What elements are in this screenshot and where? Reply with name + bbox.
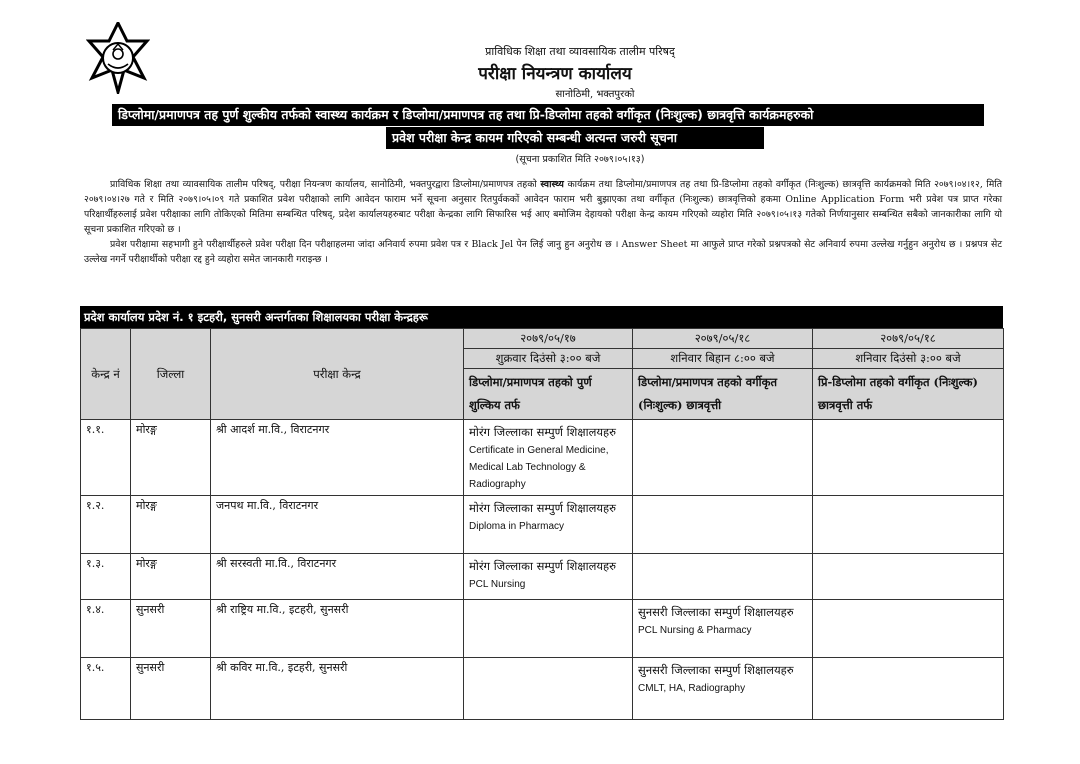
date-header-2: २०७९/०५/१८ bbox=[633, 329, 813, 349]
exam-center: श्री आदर्श मा.वि., विराटनगर bbox=[211, 420, 464, 496]
program-header-3: प्रि-डिप्लोमा तहको वर्गीकृत (निःशुल्क) छात्रवृत्ती तर्फ bbox=[813, 369, 1004, 420]
center-no: १.३. bbox=[81, 554, 131, 600]
schools-note: मोरंग जिल्लाका सम्पुर्ण शिक्षालयहरु bbox=[469, 425, 617, 439]
program-list: CMLT, HA, Radiography bbox=[638, 683, 746, 694]
program-header-2: डिप्लोमा/प्रमाणपत्र तहको वर्गीकृत (निःशुल्क) छात्रवृत्ती bbox=[633, 369, 813, 420]
schools-note: मोरंग जिल्लाका सम्पुर्ण शिक्षालयहरु bbox=[469, 559, 617, 573]
exam-center-table bbox=[80, 328, 1004, 720]
exam-center: श्री सरस्वती मा.वि., विराटनगर bbox=[211, 554, 464, 600]
table-row bbox=[81, 496, 1004, 554]
table-row bbox=[81, 600, 1004, 658]
district: मोरङ्ग bbox=[131, 554, 211, 600]
district: मोरङ्ग bbox=[131, 420, 211, 496]
office-name: परीक्षा नियन्त्रण कार्यालय bbox=[478, 64, 632, 84]
program-cell-1 bbox=[464, 658, 633, 720]
table-header-row-dates bbox=[81, 329, 1004, 349]
program-list: PCL Nursing & Pharmacy bbox=[638, 625, 752, 636]
schools-note: सुनसरी जिल्लाका सम्पुर्ण शिक्षालयहरु bbox=[638, 663, 794, 677]
program-cell-3 bbox=[813, 496, 1004, 554]
exam-center: जनपथ मा.वि., विराटनगर bbox=[211, 496, 464, 554]
exam-center: श्री राष्ट्रिय मा.वि., इटहरी, सुनसरी bbox=[211, 600, 464, 658]
center-no: १.४. bbox=[81, 600, 131, 658]
paragraph-1-text-a: प्राविधिक शिक्षा तथा व्यावसायिक तालीम परिषद्, परीक्षा नियन्त्रण कार्यालय, सानोठिमी, भक्तपुरद्वारा डिप्लोमा/प्रमाणपत्र तहको bbox=[110, 179, 537, 190]
region-heading: प्रदेश कार्यालय प्रदेश नं. १ इटहरी, सुनसरी अन्तर्गतका शिक्षालयका परीक्षा केन्द्रहरू bbox=[80, 306, 1003, 328]
district: सुनसरी bbox=[131, 658, 211, 720]
table-row bbox=[81, 658, 1004, 720]
office-location: सानोठिमी, भक्तपुरको bbox=[555, 89, 635, 100]
program-cell-2 bbox=[633, 658, 813, 720]
center-no: १.५. bbox=[81, 658, 131, 720]
program-cell-2 bbox=[633, 600, 813, 658]
notice-title-line1: डिप्लोमा/प्रमाणपत्र तह पुर्ण शुल्कीय तर्फको स्वास्थ्य कार्यक्रम र डिप्लोमा/प्रमाणपत्र तह तथा प्रि-डिप्लोमा तहको वर्गीकृत (निःशुल्क) छात्रवृत्ति कार्यक्रमहरुको bbox=[112, 104, 984, 126]
schools-note: मोरंग जिल्लाका सम्पुर्ण शिक्षालयहरु bbox=[469, 501, 617, 515]
program-cell-1 bbox=[464, 600, 633, 658]
notice-paragraph-2: प्रवेश परीक्षामा सहभागी हुने परीक्षार्थीहरुले प्रवेश परीक्षा दिन परीक्षाहलमा जांदा अनिवार्य रुपमा प्रवेश पत्र र Black Jel पेन लिई जानु हुन अनुरोध छ । Answer Sheet मा आफुले प्राप्त गरेको प्रश्नपत्रको सेट अनिवार्य रुपमा उल्लेख गर्नुहुन अनुरोध छ । प्रश्नपत्र सेट उल्लेख नगर्ने परीक्षार्थीको परीक्षा रद्द हुने व्यहोरा समेत जानकारी गराइन्छ । bbox=[84, 239, 1002, 265]
col-header-district: जिल्ला bbox=[131, 329, 211, 420]
program-cell-2 bbox=[633, 420, 813, 496]
program-list: Certificate in General Medicine, Medical Lab Technology & Radiography bbox=[469, 445, 609, 490]
center-no: १.२. bbox=[81, 496, 131, 554]
program-cell-3 bbox=[813, 420, 1004, 496]
council-name: प्राविधिक शिक्षा तथा व्यावसायिक तालीम परिषद् bbox=[485, 45, 675, 58]
schools-note: सुनसरी जिल्लाका सम्पुर्ण शिक्षालयहरु bbox=[638, 605, 794, 619]
district: मोरङ्ग bbox=[131, 496, 211, 554]
document-header bbox=[0, 44, 1080, 100]
program-cell-3 bbox=[813, 554, 1004, 600]
paragraph-1-text-b: कार्यक्रम तथा डिप्लोमा/प्रमाणपत्र तह तथा प्रि-डिप्लोमा तहको वर्गीकृत (निःशुल्क) छात्रवृत्ति कार्यक्रमको मिति २०७९।०४।१२, मिति २०७९।०४।२७ गते र मिति २०७९।०५।०९ गते प्रकाशित प्रवेश परीक्षाको लागि आवेदन फाराम भर्ने सूचना अनुसार रितपुर्वककों आवेदन फाराम भरी बुझाएका तथा वर्गीकृत (निःशुल्क) छात्रवृत्तिको हकमा Online Application Form भरी प्रवेश पत्र प्राप्त गरेका परिक्षार्थीहरुलाई प्रवेश परीक्षाका लागि तोकिएको मितिमा सम्बन्धित परिषद्, प्रदेश कार्यालयहरुबाट परीक्षा केन्द्रका लागि सिफारिस भई आए बमोजिम देहायको परीक्षा केन्द्र कायम गरिएको व्यहोरा मिति २०७९।०५।१३ गतेको निर्णयानुसार सम्बन्धित सबैको जानकारीका लागि यो सूचना प्रकाशित गरिएको छ । bbox=[84, 179, 1003, 235]
table-row bbox=[81, 554, 1004, 600]
date-header-3: २०७९/०५/१८ bbox=[813, 329, 1004, 349]
exam-center: श्री कविर मा.वि., इटहरी, सुनसरी bbox=[211, 658, 464, 720]
time-header-2: शनिवार बिहान ८:०० बजे bbox=[633, 349, 813, 369]
district: सुनसरी bbox=[131, 600, 211, 658]
program-cell-2 bbox=[633, 554, 813, 600]
program-cell-1 bbox=[464, 420, 633, 496]
program-list: PCL Nursing bbox=[469, 579, 526, 590]
program-list: Diploma in Pharmacy bbox=[469, 521, 565, 532]
paragraph-1-bold-word: स्वास्थ्य bbox=[540, 179, 564, 190]
program-cell-1 bbox=[464, 554, 633, 600]
program-cell-3 bbox=[813, 658, 1004, 720]
time-header-1: शुक्रवार दिउंसो ३:०० बजे bbox=[464, 349, 633, 369]
notice-title-line2: प्रवेश परीक्षा केन्द्र कायम गरिएको सम्बन्धी अत्यन्त जरुरी सूचना bbox=[386, 127, 764, 149]
col-header-center-no: केन्द्र नं bbox=[81, 329, 131, 420]
table-row bbox=[81, 420, 1004, 496]
publish-date: (सूचना प्रकाशित मिति २०७९।०५।१३) bbox=[515, 154, 645, 165]
program-cell-2 bbox=[633, 496, 813, 554]
program-cell-1 bbox=[464, 496, 633, 554]
program-header-1: डिप्लोमा/प्रमाणपत्र तहको पुर्ण शुल्किय तर्फ bbox=[464, 369, 633, 420]
center-no: १.१. bbox=[81, 420, 131, 496]
col-header-exam-center: परीक्षा केन्द्र bbox=[211, 329, 464, 420]
notice-body bbox=[84, 177, 1002, 267]
date-header-1: २०७९/०५/१७ bbox=[464, 329, 633, 349]
time-header-3: शनिवार दिउंसो ३:०० बजे bbox=[813, 349, 1004, 369]
program-cell-3 bbox=[813, 600, 1004, 658]
notice-paragraph-1 bbox=[84, 177, 1002, 237]
